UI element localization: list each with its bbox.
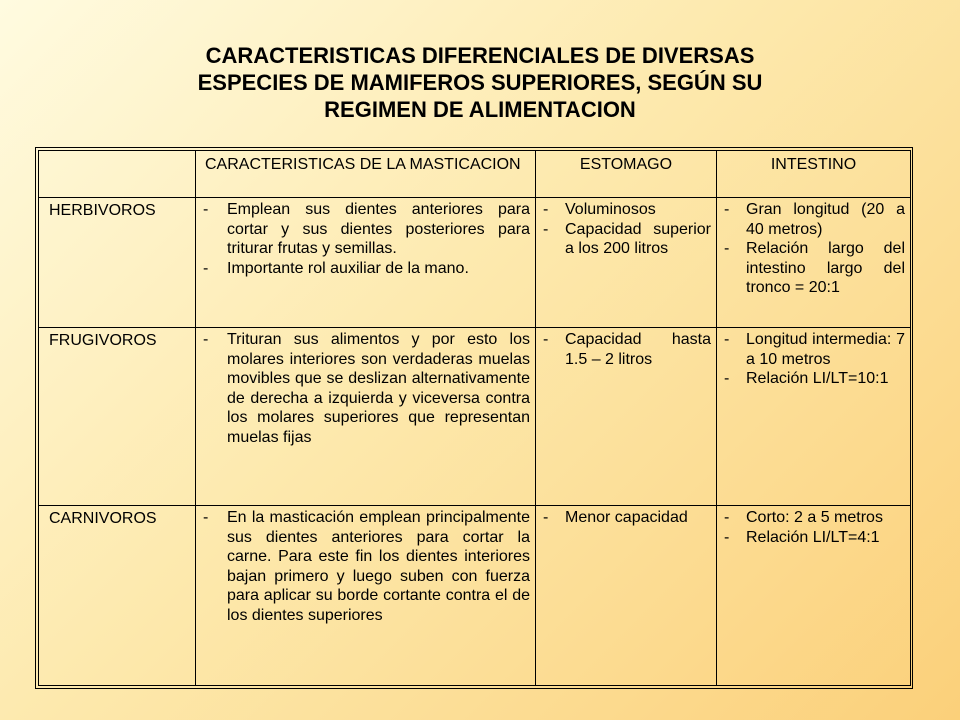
comparison-table-frame [35,147,913,689]
title-line-3: REGIMEN DE ALIMENTACION [324,97,636,122]
list-item: - Menor capacidad [543,509,688,526]
masticacion-cell [196,506,536,686]
list-item: - Longitud intermedia: 7 a 10 metros [724,331,905,368]
list-item: - Relación LI/LT=4:1 [724,528,880,546]
list-item: - Relación largo del intestino largo del tronco = 20:1 [724,240,905,297]
list-item: - Voluminosos [543,201,656,218]
list-item: - Emplean sus dientes anteriores para cortar y sus dientes posteriores para triturar frutas y semillas. [203,201,530,258]
page-title [90,42,870,123]
header-intestino: INTESTINO [717,151,911,198]
estomago-cell [536,328,717,506]
table-row-carnivoros [39,506,911,686]
table-row-frugivoros [39,328,911,506]
list-item: - Trituran sus alimentos y por esto los molares interiores son verdaderas muelas movibles que se deslizan alternativamente de derecha a izquierda y viceversa contra los molares superiores que representan muelas fijas [203,331,530,446]
row-label: FRUGIVOROS [39,328,196,506]
list-item: - Capacidad hasta 1.5 – 2 litros [543,331,711,368]
title-line-1: CARACTERISTICAS DIFERENCIALES DE DIVERSAS [205,43,755,68]
list-item: - Capacidad superior a los 200 litros [543,220,711,258]
list-item: - En la masticación emplean principalmente sus dientes anteriores para cortar la carne. Para este fin los dientes interiores bajan primero y luego suben con fuerza para aplicar su borde cortante contra el de los dientes superiores [203,509,530,624]
comparison-table [38,150,911,686]
header-empty-cell [39,151,196,198]
intestino-cell [717,328,911,506]
list-item: - Corto: 2 a 5 metros [724,509,883,526]
masticacion-cell [196,328,536,506]
estomago-cell [536,506,717,686]
intestino-cell [717,506,911,686]
intestino-cell [717,198,911,328]
list-item: - Gran longitud (20 a 40 metros) [724,201,905,238]
table-header-row [39,151,911,198]
masticacion-cell [196,198,536,328]
title-line-2: ESPECIES DE MAMIFEROS SUPERIORES, SEGÚN SU [197,70,763,95]
row-label: CARNIVOROS [39,506,196,686]
list-item: - Relación LI/LT=10:1 [724,370,889,388]
list-item: - Importante rol auxiliar de la mano. [203,259,469,277]
table-row-herbivoros [39,198,911,328]
row-label: HERBIVOROS [39,198,196,328]
header-masticacion: CARACTERISTICAS DE LA MASTICACION [196,151,536,198]
estomago-cell [536,198,717,328]
header-estomago: ESTOMAGO [536,151,717,198]
